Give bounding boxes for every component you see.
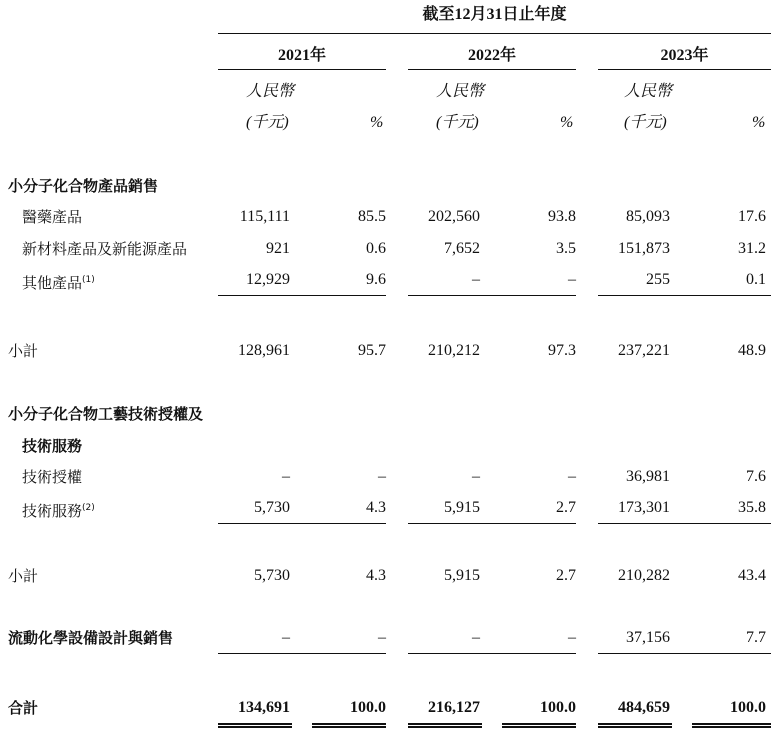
- cell-subtotal-2-1: 4.3: [366, 567, 386, 584]
- cell-tech-license-0: –: [282, 468, 290, 485]
- s3-underline-2: [408, 653, 576, 654]
- row-label-other-products: 其他產品$^{(1)}$: [22, 274, 95, 292]
- cell-subtotal-1-3: 97.3: [548, 342, 576, 359]
- cell-subtotal-1-5: 48.9: [738, 342, 766, 359]
- cell-flow-chem-3: –: [568, 629, 576, 646]
- cell-total-1: 100.0: [350, 699, 386, 716]
- row-label-flow-chem: 流動化學設備設計與銷售: [8, 629, 174, 647]
- row-label-new-materials: 新材料產品及新能源產品: [22, 240, 188, 258]
- footnote-2: (2): [82, 503, 95, 513]
- s2-underline-1: [218, 523, 386, 524]
- cell-subtotal-1-2: 210,212: [428, 342, 480, 359]
- total-dbl-5: [598, 723, 672, 728]
- year-2022: 2022年: [467, 47, 516, 64]
- year-2022-underline: [408, 69, 576, 70]
- cell-subtotal-1-1: 95.7: [358, 342, 386, 359]
- cell-flow-chem-2: –: [472, 629, 480, 646]
- cell-other-products-4: 255: [646, 271, 670, 288]
- cell-total-0: 134,691: [238, 699, 290, 716]
- cell-new-materials-0: 921: [266, 240, 290, 257]
- unit-2022: (千元): [436, 114, 479, 131]
- cell-new-materials-2: 7,652: [444, 240, 480, 257]
- cell-tech-service-1: 4.3: [366, 499, 386, 516]
- cell-pharma-1: 85.5: [358, 208, 386, 225]
- cell-other-products-2: –: [472, 271, 480, 288]
- cell-total-2: 216,127: [428, 699, 480, 716]
- cell-pharma-0: 115,111: [239, 208, 290, 225]
- cell-other-products-5: 0.1: [746, 271, 766, 288]
- cell-tech-service-0: 5,730: [254, 499, 290, 516]
- subtotal-label-2: 小計: [8, 567, 39, 585]
- total-dbl-1: [218, 723, 292, 728]
- cell-flow-chem-1: –: [378, 629, 386, 646]
- s1-underline-1: [218, 295, 386, 296]
- cell-subtotal-2-0: 5,730: [254, 567, 290, 584]
- cell-new-materials-5: 31.2: [738, 240, 766, 257]
- subtotal-label-1: 小計: [8, 342, 39, 360]
- cell-tech-service-4: 173,301: [618, 499, 670, 516]
- cell-tech-license-2: –: [472, 468, 480, 485]
- s1-underline-3: [598, 295, 771, 296]
- cell-flow-chem-0: –: [282, 629, 290, 646]
- cell-subtotal-2-4: 210,282: [618, 567, 670, 584]
- cell-subtotal-2-2: 5,915: [444, 567, 480, 584]
- period-heading: 截至12月31日止年度: [422, 6, 567, 23]
- row-label-tech-service: 技術服務$^{(2)}$: [22, 502, 95, 520]
- cell-total-4: 484,659: [618, 699, 670, 716]
- footnote-1: (1): [82, 275, 95, 285]
- year-2021-underline: [218, 69, 386, 70]
- cell-new-materials-4: 151,873: [618, 240, 670, 257]
- cell-pharma-4: 85,093: [626, 208, 670, 225]
- section-title-licensing-1: 小分子化合物工藝技術授權及: [8, 405, 204, 423]
- s3-underline-1: [218, 653, 386, 654]
- cell-new-materials-3: 3.5: [556, 240, 576, 257]
- cell-tech-service-3: 2.7: [556, 499, 576, 516]
- total-label: 合計: [8, 699, 39, 717]
- pct-2023: %: [752, 114, 766, 131]
- cell-other-products-3: –: [568, 271, 576, 288]
- total-dbl-4: [502, 723, 576, 728]
- cell-other-products-0: 12,929: [246, 271, 290, 288]
- section-title-licensing-2: 技術服務: [22, 437, 83, 455]
- cell-tech-license-3: –: [568, 468, 576, 485]
- year-2023-underline: [598, 69, 771, 70]
- s2-underline-3: [598, 523, 771, 524]
- year-2023: 2023年: [660, 47, 709, 64]
- cell-subtotal-2-3: 2.7: [556, 567, 576, 584]
- currency-2022: 人民幣: [436, 83, 485, 100]
- cell-flow-chem-5: 7.7: [746, 629, 766, 646]
- unit-2023: (千元): [624, 114, 667, 131]
- row-label-pharma: 醫藥產品: [22, 208, 83, 226]
- total-dbl-6: [692, 723, 771, 728]
- total-dbl-2: [312, 723, 386, 728]
- cell-flow-chem-4: 37,156: [626, 629, 670, 646]
- cell-tech-service-2: 5,915: [444, 499, 480, 516]
- cell-subtotal-1-4: 237,221: [618, 342, 670, 359]
- currency-2023: 人民幣: [624, 83, 673, 100]
- currency-2021: 人民幣: [246, 83, 295, 100]
- cell-pharma-5: 17.6: [738, 208, 766, 225]
- period-underline: [218, 33, 771, 34]
- cell-new-materials-1: 0.6: [366, 240, 386, 257]
- year-2021: 2021年: [277, 47, 326, 64]
- cell-total-3: 100.0: [540, 699, 576, 716]
- unit-2021: (千元): [246, 114, 289, 131]
- pct-2021: %: [370, 114, 384, 131]
- cell-other-products-1: 9.6: [366, 271, 386, 288]
- cell-pharma-3: 93.8: [548, 208, 576, 225]
- cell-tech-license-5: 7.6: [746, 468, 766, 485]
- cell-subtotal-2-5: 43.4: [738, 567, 766, 584]
- cell-pharma-2: 202,560: [428, 208, 480, 225]
- total-dbl-3: [408, 723, 482, 728]
- s2-underline-2: [408, 523, 576, 524]
- row-label-tech-license: 技術授權: [22, 468, 83, 486]
- pct-2022: %: [560, 114, 574, 131]
- cell-tech-license-4: 36,981: [626, 468, 670, 485]
- s1-underline-2: [408, 295, 576, 296]
- cell-total-5: 100.0: [730, 699, 766, 716]
- section-title-small-molecule: 小分子化合物產品銷售: [8, 177, 159, 195]
- s3-underline-3: [598, 653, 771, 654]
- cell-tech-service-5: 35.8: [738, 499, 766, 516]
- cell-subtotal-1-0: 128,961: [238, 342, 290, 359]
- cell-tech-license-1: –: [378, 468, 386, 485]
